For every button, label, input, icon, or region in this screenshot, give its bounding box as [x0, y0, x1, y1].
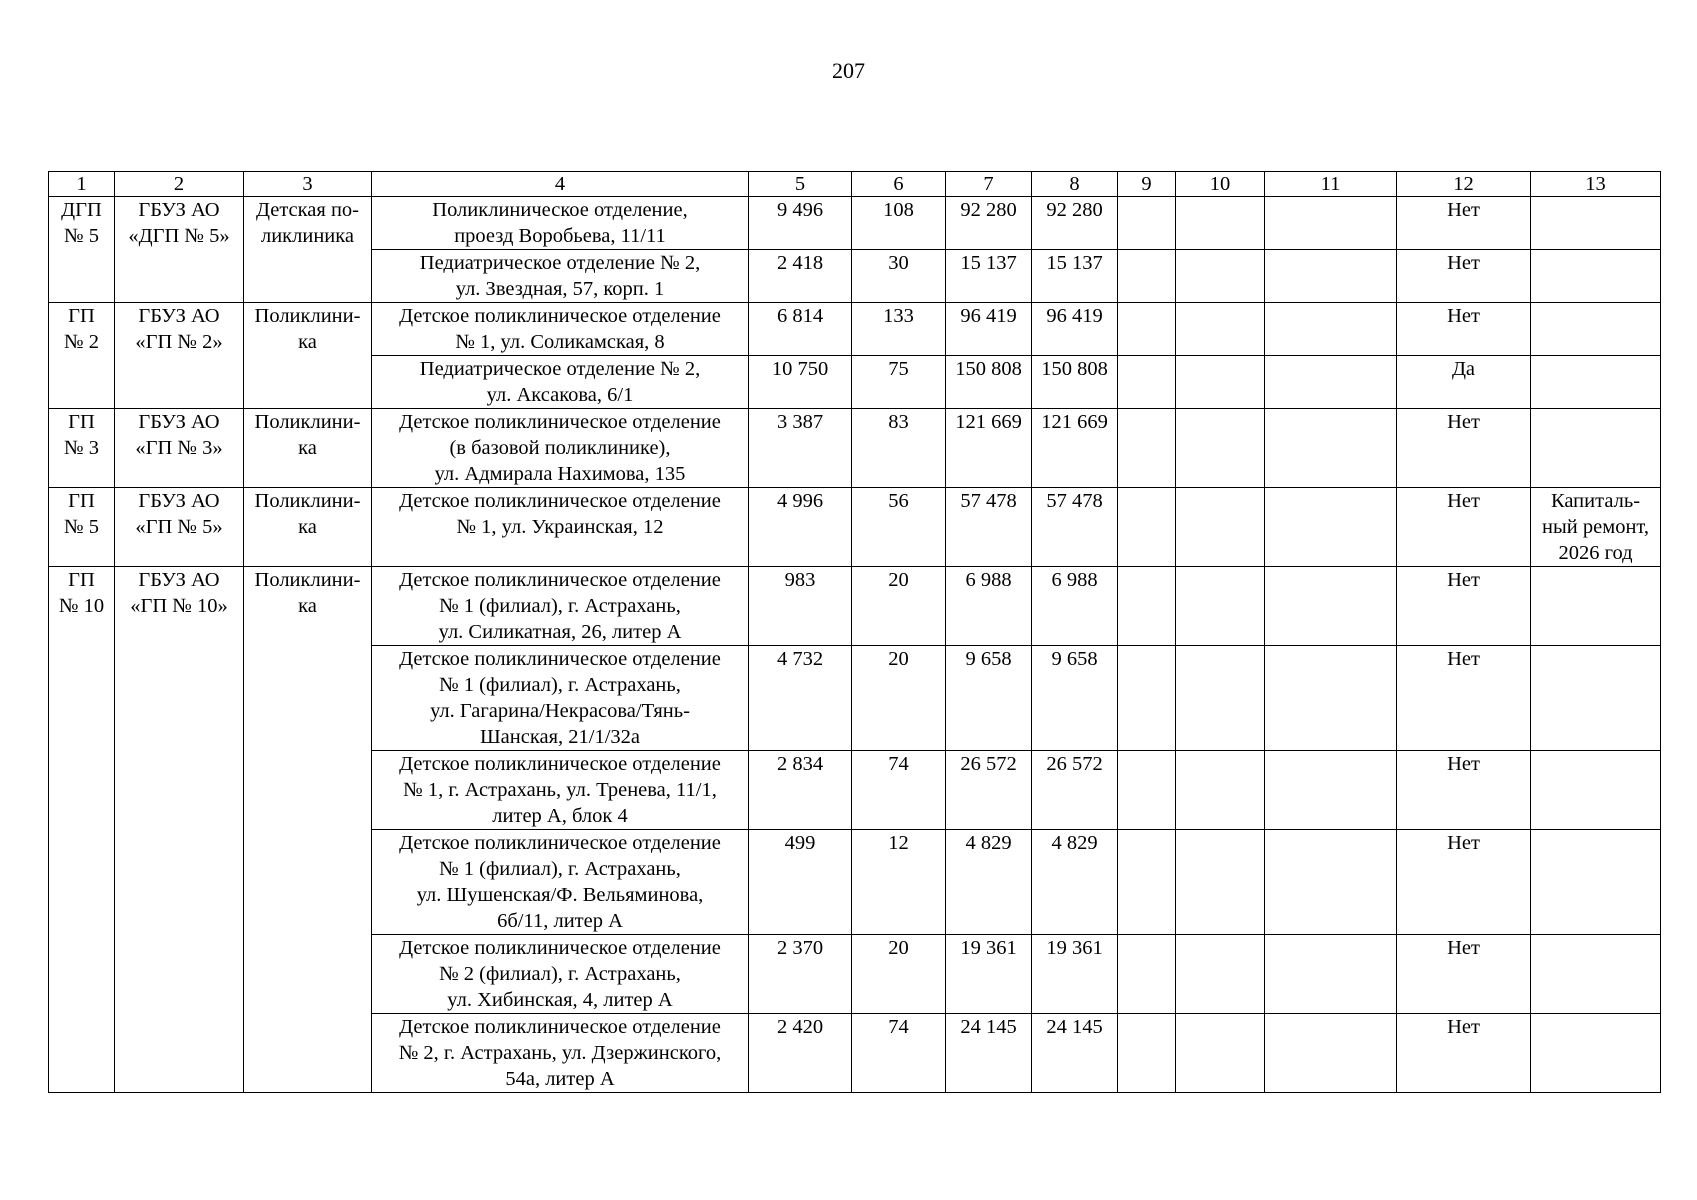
area-cell: 3 387: [749, 409, 852, 488]
table-row: [49, 303, 1661, 356]
value-cell-10: [1176, 250, 1265, 303]
yes-no-cell: Нет: [1397, 488, 1531, 567]
value-cell-11: [1265, 488, 1397, 567]
department-address-cell: Педиатрическое отделение № 2, ул. Звездная, 57, корп. 1: [372, 250, 749, 303]
visits-capacity-cell: 74: [852, 751, 946, 830]
facility-type-cell: Поликлини- ка: [244, 303, 372, 409]
facilities-table: [48, 171, 1661, 1093]
value-cell-10: [1176, 1014, 1265, 1093]
value-cell-7: 24 145: [946, 1014, 1032, 1093]
visits-capacity-cell: 30: [852, 250, 946, 303]
value-cell-7: 6 988: [946, 567, 1032, 646]
yes-no-cell: Нет: [1397, 567, 1531, 646]
note-cell: [1531, 751, 1661, 830]
facility-code-cell: ГП № 2: [49, 303, 115, 409]
note-cell: [1531, 830, 1661, 935]
header-row: [49, 172, 1661, 197]
value-cell-11: [1265, 409, 1397, 488]
area-cell: 2 418: [749, 250, 852, 303]
department-address-cell: Детское поликлиническое отделение № 1, г. Астрахань, ул. Тренева, 11/1, литер А, блок 4: [372, 751, 749, 830]
department-address-cell: Детское поликлиническое отделение № 2, г. Астрахань, ул. Дзержинского, 54а, литер А: [372, 1014, 749, 1093]
value-cell-10: [1176, 303, 1265, 356]
column-number-3: 3: [244, 172, 372, 197]
table-row: [49, 409, 1661, 488]
department-address-cell: Детское поликлиническое отделение № 1 (филиал), г. Астрахань, ул. Силикатная, 26, литер А: [372, 567, 749, 646]
department-address-cell: Поликлиническое отделение, проезд Воробьева, 11/11: [372, 197, 749, 250]
value-cell-8: 19 361: [1032, 935, 1118, 1014]
note-cell: [1531, 197, 1661, 250]
note-cell: [1531, 935, 1661, 1014]
visits-capacity-cell: 83: [852, 409, 946, 488]
area-cell: 9 496: [749, 197, 852, 250]
note-cell: [1531, 1014, 1661, 1093]
value-cell-10: [1176, 567, 1265, 646]
area-cell: 6 814: [749, 303, 852, 356]
yes-no-cell: Нет: [1397, 935, 1531, 1014]
area-cell: 4 732: [749, 646, 852, 751]
value-cell-7: 121 669: [946, 409, 1032, 488]
department-address-cell: Педиатрическое отделение № 2, ул. Аксакова, 6/1: [372, 356, 749, 409]
value-cell-8: 150 808: [1032, 356, 1118, 409]
value-cell-9: [1118, 567, 1176, 646]
value-cell-8: 6 988: [1032, 567, 1118, 646]
yes-no-cell: Нет: [1397, 250, 1531, 303]
note-cell: [1531, 409, 1661, 488]
value-cell-9: [1118, 488, 1176, 567]
value-cell-9: [1118, 303, 1176, 356]
facility-type-cell: Поликлини- ка: [244, 409, 372, 488]
area-cell: 2 420: [749, 1014, 852, 1093]
yes-no-cell: Нет: [1397, 303, 1531, 356]
department-address-cell: Детское поликлиническое отделение № 1, ул. Соликамская, 8: [372, 303, 749, 356]
value-cell-7: 4 829: [946, 830, 1032, 935]
area-cell: 983: [749, 567, 852, 646]
value-cell-11: [1265, 356, 1397, 409]
column-number-5: 5: [749, 172, 852, 197]
area-cell: 2 370: [749, 935, 852, 1014]
note-cell: [1531, 303, 1661, 356]
value-cell-11: [1265, 303, 1397, 356]
value-cell-10: [1176, 751, 1265, 830]
column-number-4: 4: [372, 172, 749, 197]
table-body: [49, 172, 1661, 1093]
department-address-cell: Детское поликлиническое отделение № 1, ул. Украинская, 12: [372, 488, 749, 567]
value-cell-10: [1176, 488, 1265, 567]
visits-capacity-cell: 12: [852, 830, 946, 935]
value-cell-8: 92 280: [1032, 197, 1118, 250]
institution-name-cell: ГБУЗ АО «ГП № 2»: [115, 303, 244, 409]
facility-code-cell: ГП № 5: [49, 488, 115, 567]
area-cell: 2 834: [749, 751, 852, 830]
visits-capacity-cell: 56: [852, 488, 946, 567]
note-cell: [1531, 250, 1661, 303]
yes-no-cell: Нет: [1397, 1014, 1531, 1093]
value-cell-9: [1118, 197, 1176, 250]
value-cell-9: [1118, 356, 1176, 409]
value-cell-9: [1118, 409, 1176, 488]
area-cell: 4 996: [749, 488, 852, 567]
value-cell-7: 19 361: [946, 935, 1032, 1014]
value-cell-11: [1265, 935, 1397, 1014]
column-number-7: 7: [946, 172, 1032, 197]
yes-no-cell: Да: [1397, 356, 1531, 409]
value-cell-9: [1118, 935, 1176, 1014]
visits-capacity-cell: 108: [852, 197, 946, 250]
note-cell: [1531, 646, 1661, 751]
value-cell-11: [1265, 567, 1397, 646]
value-cell-10: [1176, 935, 1265, 1014]
facility-code-cell: ГП № 10: [49, 567, 115, 1093]
facility-code-cell: ДГП № 5: [49, 197, 115, 303]
area-cell: 499: [749, 830, 852, 935]
institution-name-cell: ГБУЗ АО «ГП № 10»: [115, 567, 244, 1093]
note-cell: [1531, 356, 1661, 409]
value-cell-8: 9 658: [1032, 646, 1118, 751]
value-cell-10: [1176, 646, 1265, 751]
value-cell-10: [1176, 197, 1265, 250]
table-row: [49, 488, 1661, 567]
value-cell-7: 26 572: [946, 751, 1032, 830]
value-cell-11: [1265, 646, 1397, 751]
institution-name-cell: ГБУЗ АО «ДГП № 5»: [115, 197, 244, 303]
value-cell-8: 15 137: [1032, 250, 1118, 303]
visits-capacity-cell: 20: [852, 646, 946, 751]
column-number-11: 11: [1265, 172, 1397, 197]
table-row: [49, 197, 1661, 250]
yes-no-cell: Нет: [1397, 409, 1531, 488]
column-number-8: 8: [1032, 172, 1118, 197]
visits-capacity-cell: 20: [852, 935, 946, 1014]
value-cell-11: [1265, 1014, 1397, 1093]
value-cell-10: [1176, 356, 1265, 409]
institution-name-cell: ГБУЗ АО «ГП № 3»: [115, 409, 244, 488]
facility-code-cell: ГП № 3: [49, 409, 115, 488]
page-number: 207: [832, 58, 865, 83]
value-cell-9: [1118, 830, 1176, 935]
yes-no-cell: Нет: [1397, 646, 1531, 751]
facility-type-cell: Поликлини- ка: [244, 488, 372, 567]
column-number-1: 1: [49, 172, 115, 197]
note-cell: Капиталь- ный ремонт, 2026 год: [1531, 488, 1661, 567]
department-address-cell: Детское поликлиническое отделение № 1 (филиал), г. Астрахань, ул. Шушенская/Ф. Вельяминова, 6б/11, литер А: [372, 830, 749, 935]
value-cell-8: 24 145: [1032, 1014, 1118, 1093]
value-cell-11: [1265, 830, 1397, 935]
note-cell: [1531, 567, 1661, 646]
value-cell-9: [1118, 646, 1176, 751]
yes-no-cell: Нет: [1397, 197, 1531, 250]
value-cell-11: [1265, 250, 1397, 303]
value-cell-7: 15 137: [946, 250, 1032, 303]
column-number-13: 13: [1531, 172, 1661, 197]
column-number-6: 6: [852, 172, 946, 197]
yes-no-cell: Нет: [1397, 830, 1531, 935]
institution-name-cell: ГБУЗ АО «ГП № 5»: [115, 488, 244, 567]
visits-capacity-cell: 133: [852, 303, 946, 356]
value-cell-7: 150 808: [946, 356, 1032, 409]
value-cell-8: 121 669: [1032, 409, 1118, 488]
visits-capacity-cell: 74: [852, 1014, 946, 1093]
column-number-2: 2: [115, 172, 244, 197]
value-cell-8: 96 419: [1032, 303, 1118, 356]
table-row: [49, 567, 1661, 646]
column-number-10: 10: [1176, 172, 1265, 197]
value-cell-11: [1265, 197, 1397, 250]
value-cell-10: [1176, 830, 1265, 935]
department-address-cell: Детское поликлиническое отделение (в базовой поликлинике), ул. Адмирала Нахимова, 135: [372, 409, 749, 488]
value-cell-11: [1265, 751, 1397, 830]
yes-no-cell: Нет: [1397, 751, 1531, 830]
value-cell-9: [1118, 751, 1176, 830]
facility-type-cell: Детская по- ликлиника: [244, 197, 372, 303]
value-cell-7: 57 478: [946, 488, 1032, 567]
facility-type-cell: Поликлини- ка: [244, 567, 372, 1093]
department-address-cell: Детское поликлиническое отделение № 2 (филиал), г. Астрахань, ул. Хибинская, 4, литер А: [372, 935, 749, 1014]
department-address-cell: Детское поликлиническое отделение № 1 (филиал), г. Астрахань, ул. Гагарина/Некрасова/Тянь- Шанская, 21/1/32а: [372, 646, 749, 751]
column-number-12: 12: [1397, 172, 1531, 197]
value-cell-8: 4 829: [1032, 830, 1118, 935]
area-cell: 10 750: [749, 356, 852, 409]
value-cell-8: 57 478: [1032, 488, 1118, 567]
value-cell-9: [1118, 250, 1176, 303]
value-cell-8: 26 572: [1032, 751, 1118, 830]
value-cell-9: [1118, 1014, 1176, 1093]
visits-capacity-cell: 75: [852, 356, 946, 409]
value-cell-10: [1176, 409, 1265, 488]
visits-capacity-cell: 20: [852, 567, 946, 646]
value-cell-7: 96 419: [946, 303, 1032, 356]
column-number-9: 9: [1118, 172, 1176, 197]
value-cell-7: 9 658: [946, 646, 1032, 751]
value-cell-7: 92 280: [946, 197, 1032, 250]
